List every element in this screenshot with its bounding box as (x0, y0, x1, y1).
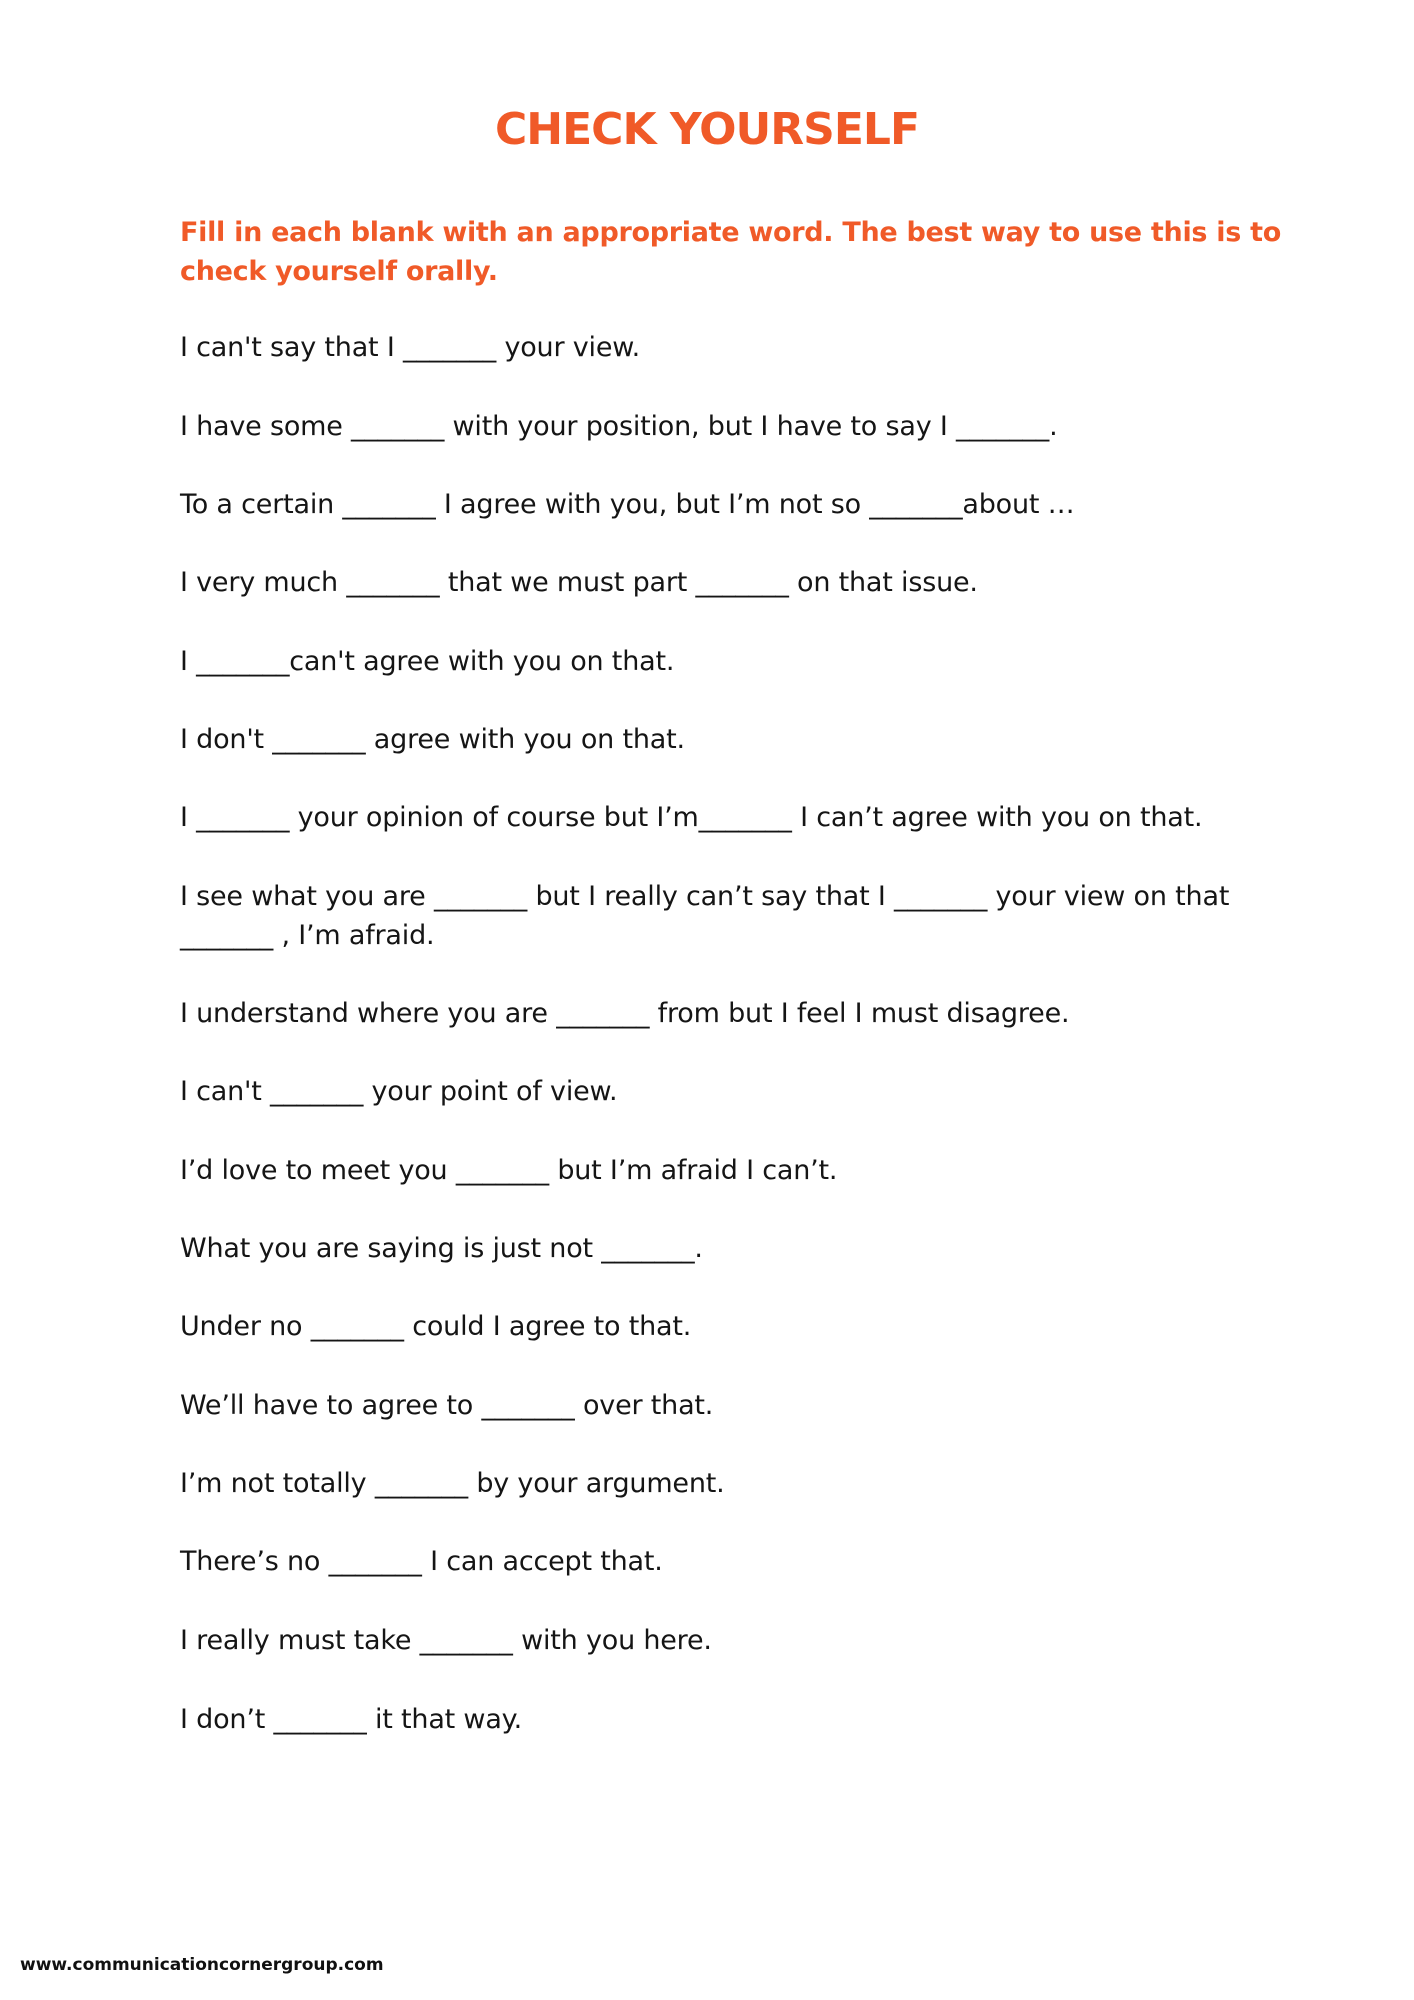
exercise-sentence-18: I don’t _______ it that way. (180, 1704, 522, 1735)
exercise-sentence-14: We’ll have to agree to _______ over that. (180, 1390, 714, 1421)
exercise-sentence-16: There’s no _______ I can accept that. (180, 1546, 663, 1577)
page-title: CHECK YOURSELF (494, 104, 920, 155)
exercise-sentence-8: I see what you are _______ but I really can’t say that I _______ your view on that _______ , I’m afraid. (180, 881, 1230, 951)
exercise-sentence-4: I very much _______ that we must part _______ on that issue. (180, 567, 978, 598)
instructions-text: Fill in each blank with an appropriate word. The best way to use this is to check yourself orally. (180, 217, 1281, 287)
exercise-sentence-17: I really must take _______ with you here. (180, 1625, 712, 1656)
exercise-sentence-9: I understand where you are _______ from but I feel I must disagree. (180, 998, 1070, 1029)
exercise-sentence-7: I _______ your opinion of course but I’m_______ I can’t agree with you on that. (180, 802, 1203, 833)
exercise-sentence-15: I’m not totally _______ by your argument. (180, 1468, 725, 1499)
exercise-sentence-3: To a certain _______ I agree with you, but I’m not so _______about … (180, 489, 1075, 520)
exercise-sentence-2: I have some _______ with your position, but I have to say I _______. (180, 411, 1058, 442)
exercise-sentence-11: I’d love to meet you _______ but I’m afraid I can’t. (180, 1155, 838, 1186)
exercise-sentence-13: Under no _______ could I agree to that. (180, 1311, 692, 1342)
footer-website-url: www.communicationcornergroup.com (20, 1955, 384, 1975)
exercise-sentence-5: I _______can't agree with you on that. (180, 646, 675, 677)
exercise-sentence-1: I can't say that I _______ your view. (180, 332, 641, 363)
exercise-sentence-10: I can't _______ your point of view. (180, 1076, 618, 1107)
exercise-sentence-12: What you are saying is just not _______. (180, 1233, 703, 1264)
exercise-sentence-6: I don't _______ agree with you on that. (180, 724, 685, 755)
